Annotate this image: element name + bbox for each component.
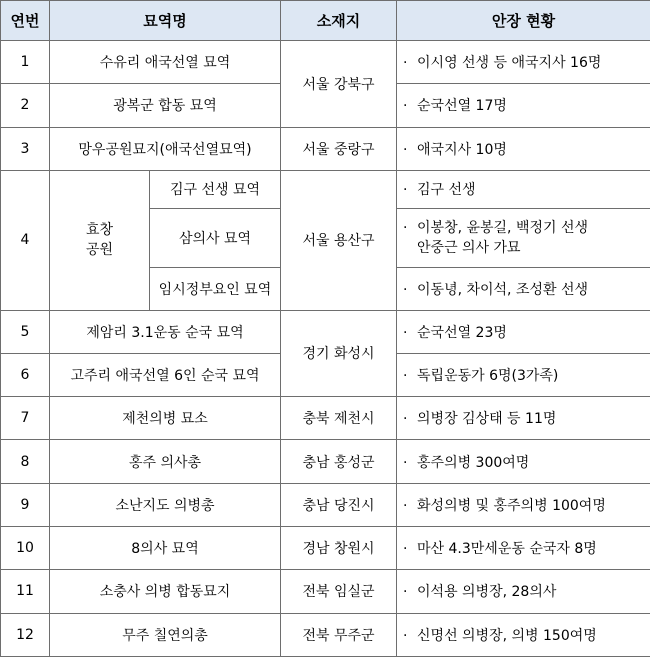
row-location: 경남 창원시: [281, 527, 397, 570]
row-location: 서울 용산구: [281, 170, 397, 310]
table-row: [1, 440, 650, 483]
row-location: 충북 제천시: [281, 397, 397, 440]
row-name: 고주리 애국선열 6인 순국 묘역: [50, 353, 281, 396]
table-row: [1, 527, 650, 570]
row-name: 소난지도 의병총: [50, 483, 281, 526]
bullet: ·: [403, 627, 408, 644]
group-name: 효창 공원: [85, 222, 114, 259]
header-location: 소재지: [281, 1, 397, 41]
row-name: 망우공원묘지(애국선열묘역): [50, 127, 281, 170]
row-status: [397, 41, 650, 84]
row-no: 5: [1, 310, 50, 353]
table-row: [1, 570, 650, 613]
status-text: 마산 4.3만세운동 순국자 8명: [417, 541, 597, 558]
row-location: 서울 강북구: [281, 41, 397, 128]
row-no: 8: [1, 440, 50, 483]
row-status: [397, 570, 650, 613]
table-row: [1, 483, 650, 526]
row-location: 경기 화성시: [281, 310, 397, 397]
status-text: 화성의병 및 홍주의병 100여명: [417, 497, 606, 514]
row-name: 수유리 애국선열 묘역: [50, 41, 281, 84]
row-location: 전북 무주군: [281, 613, 397, 656]
row-no: 10: [1, 527, 50, 570]
row-no: 9: [1, 483, 50, 526]
bullet: ·: [403, 324, 408, 341]
header-no: 연번: [1, 1, 50, 41]
row-status: [397, 527, 650, 570]
row-name: 제천의병 묘소: [50, 397, 281, 440]
header-row: [1, 1, 650, 41]
row-name: 홍주 의사총: [50, 440, 281, 483]
sub-name: 김구 선생 묘역: [150, 170, 281, 208]
status-text: 의병장 김상태 등 11명: [417, 411, 557, 428]
table-row: [1, 310, 650, 353]
bullet: ·: [403, 141, 408, 158]
row-no: 11: [1, 570, 50, 613]
sub-status: [397, 268, 650, 310]
sub-status: [397, 209, 650, 268]
bullet: ·: [403, 584, 408, 601]
row-status: [397, 353, 650, 396]
row-location: 서울 중랑구: [281, 127, 397, 170]
status-text: 이석용 의병장, 28의사: [417, 584, 557, 601]
header-name: 묘역명: [50, 1, 281, 41]
row-name: 8의사 묘역: [50, 527, 281, 570]
row-group: [50, 170, 150, 310]
row-no: 1: [1, 41, 50, 84]
sub-name: 삼의사 묘역: [150, 209, 281, 268]
status-text: 이봉창, 윤봉길, 백정기 선생: [417, 220, 589, 237]
row-no: 4: [1, 170, 50, 310]
bullet: ·: [403, 497, 408, 514]
status-text: 홍주의병 300여명: [417, 454, 530, 471]
row-status: [397, 84, 650, 127]
row-status: [397, 310, 650, 353]
bullet: ·: [403, 368, 408, 385]
status-text: 이동녕, 차이석, 조성환 선생: [417, 282, 589, 299]
row-status: [397, 483, 650, 526]
row-location: 충남 당진시: [281, 483, 397, 526]
bullet: ·: [403, 55, 408, 72]
row-status: [397, 440, 650, 483]
row-no: 6: [1, 353, 50, 396]
table-row: [1, 170, 650, 208]
status-text: 독립운동가 6명(3가족): [417, 368, 559, 385]
row-status: [397, 613, 650, 656]
row-name: 제암리 3.1운동 순국 묘역: [50, 310, 281, 353]
bullet: ·: [403, 411, 408, 428]
header-status: 안장 현황: [397, 1, 650, 41]
table-row: [1, 397, 650, 440]
row-name: 무주 칠연의총: [50, 613, 281, 656]
row-name: 광복군 합동 묘역: [50, 84, 281, 127]
status-text: 애국지사 10명: [417, 141, 507, 158]
bullet: ·: [403, 98, 408, 115]
bullet: ·: [403, 454, 408, 471]
row-status: [397, 127, 650, 170]
row-no: 12: [1, 613, 50, 656]
row-no: 2: [1, 84, 50, 127]
sub-name: 임시정부요인 묘역: [150, 268, 281, 310]
status-text: 신명선 의병장, 의병 150여명: [417, 627, 597, 644]
row-location: 충남 홍성군: [281, 440, 397, 483]
bullet: ·: [403, 182, 408, 199]
table-row: [1, 41, 650, 84]
bullet: ·: [403, 282, 408, 299]
row-name: 소충사 의병 합동묘지: [50, 570, 281, 613]
status-text: 김구 선생: [417, 182, 476, 199]
status-text: 순국선열 23명: [417, 324, 507, 341]
row-no: 7: [1, 397, 50, 440]
status-text: 이시영 선생 등 애국지사 16명: [417, 55, 602, 72]
row-status: [397, 397, 650, 440]
sub-status: [397, 170, 650, 208]
status-text: 안중근 의사 가묘: [417, 240, 521, 257]
bullet: ·: [403, 541, 408, 558]
row-location: 전북 임실군: [281, 570, 397, 613]
table-row: [1, 127, 650, 170]
bullet: ·: [403, 220, 408, 237]
row-no: 3: [1, 127, 50, 170]
status-text: 순국선열 17명: [417, 98, 507, 115]
table-row: [1, 613, 650, 656]
